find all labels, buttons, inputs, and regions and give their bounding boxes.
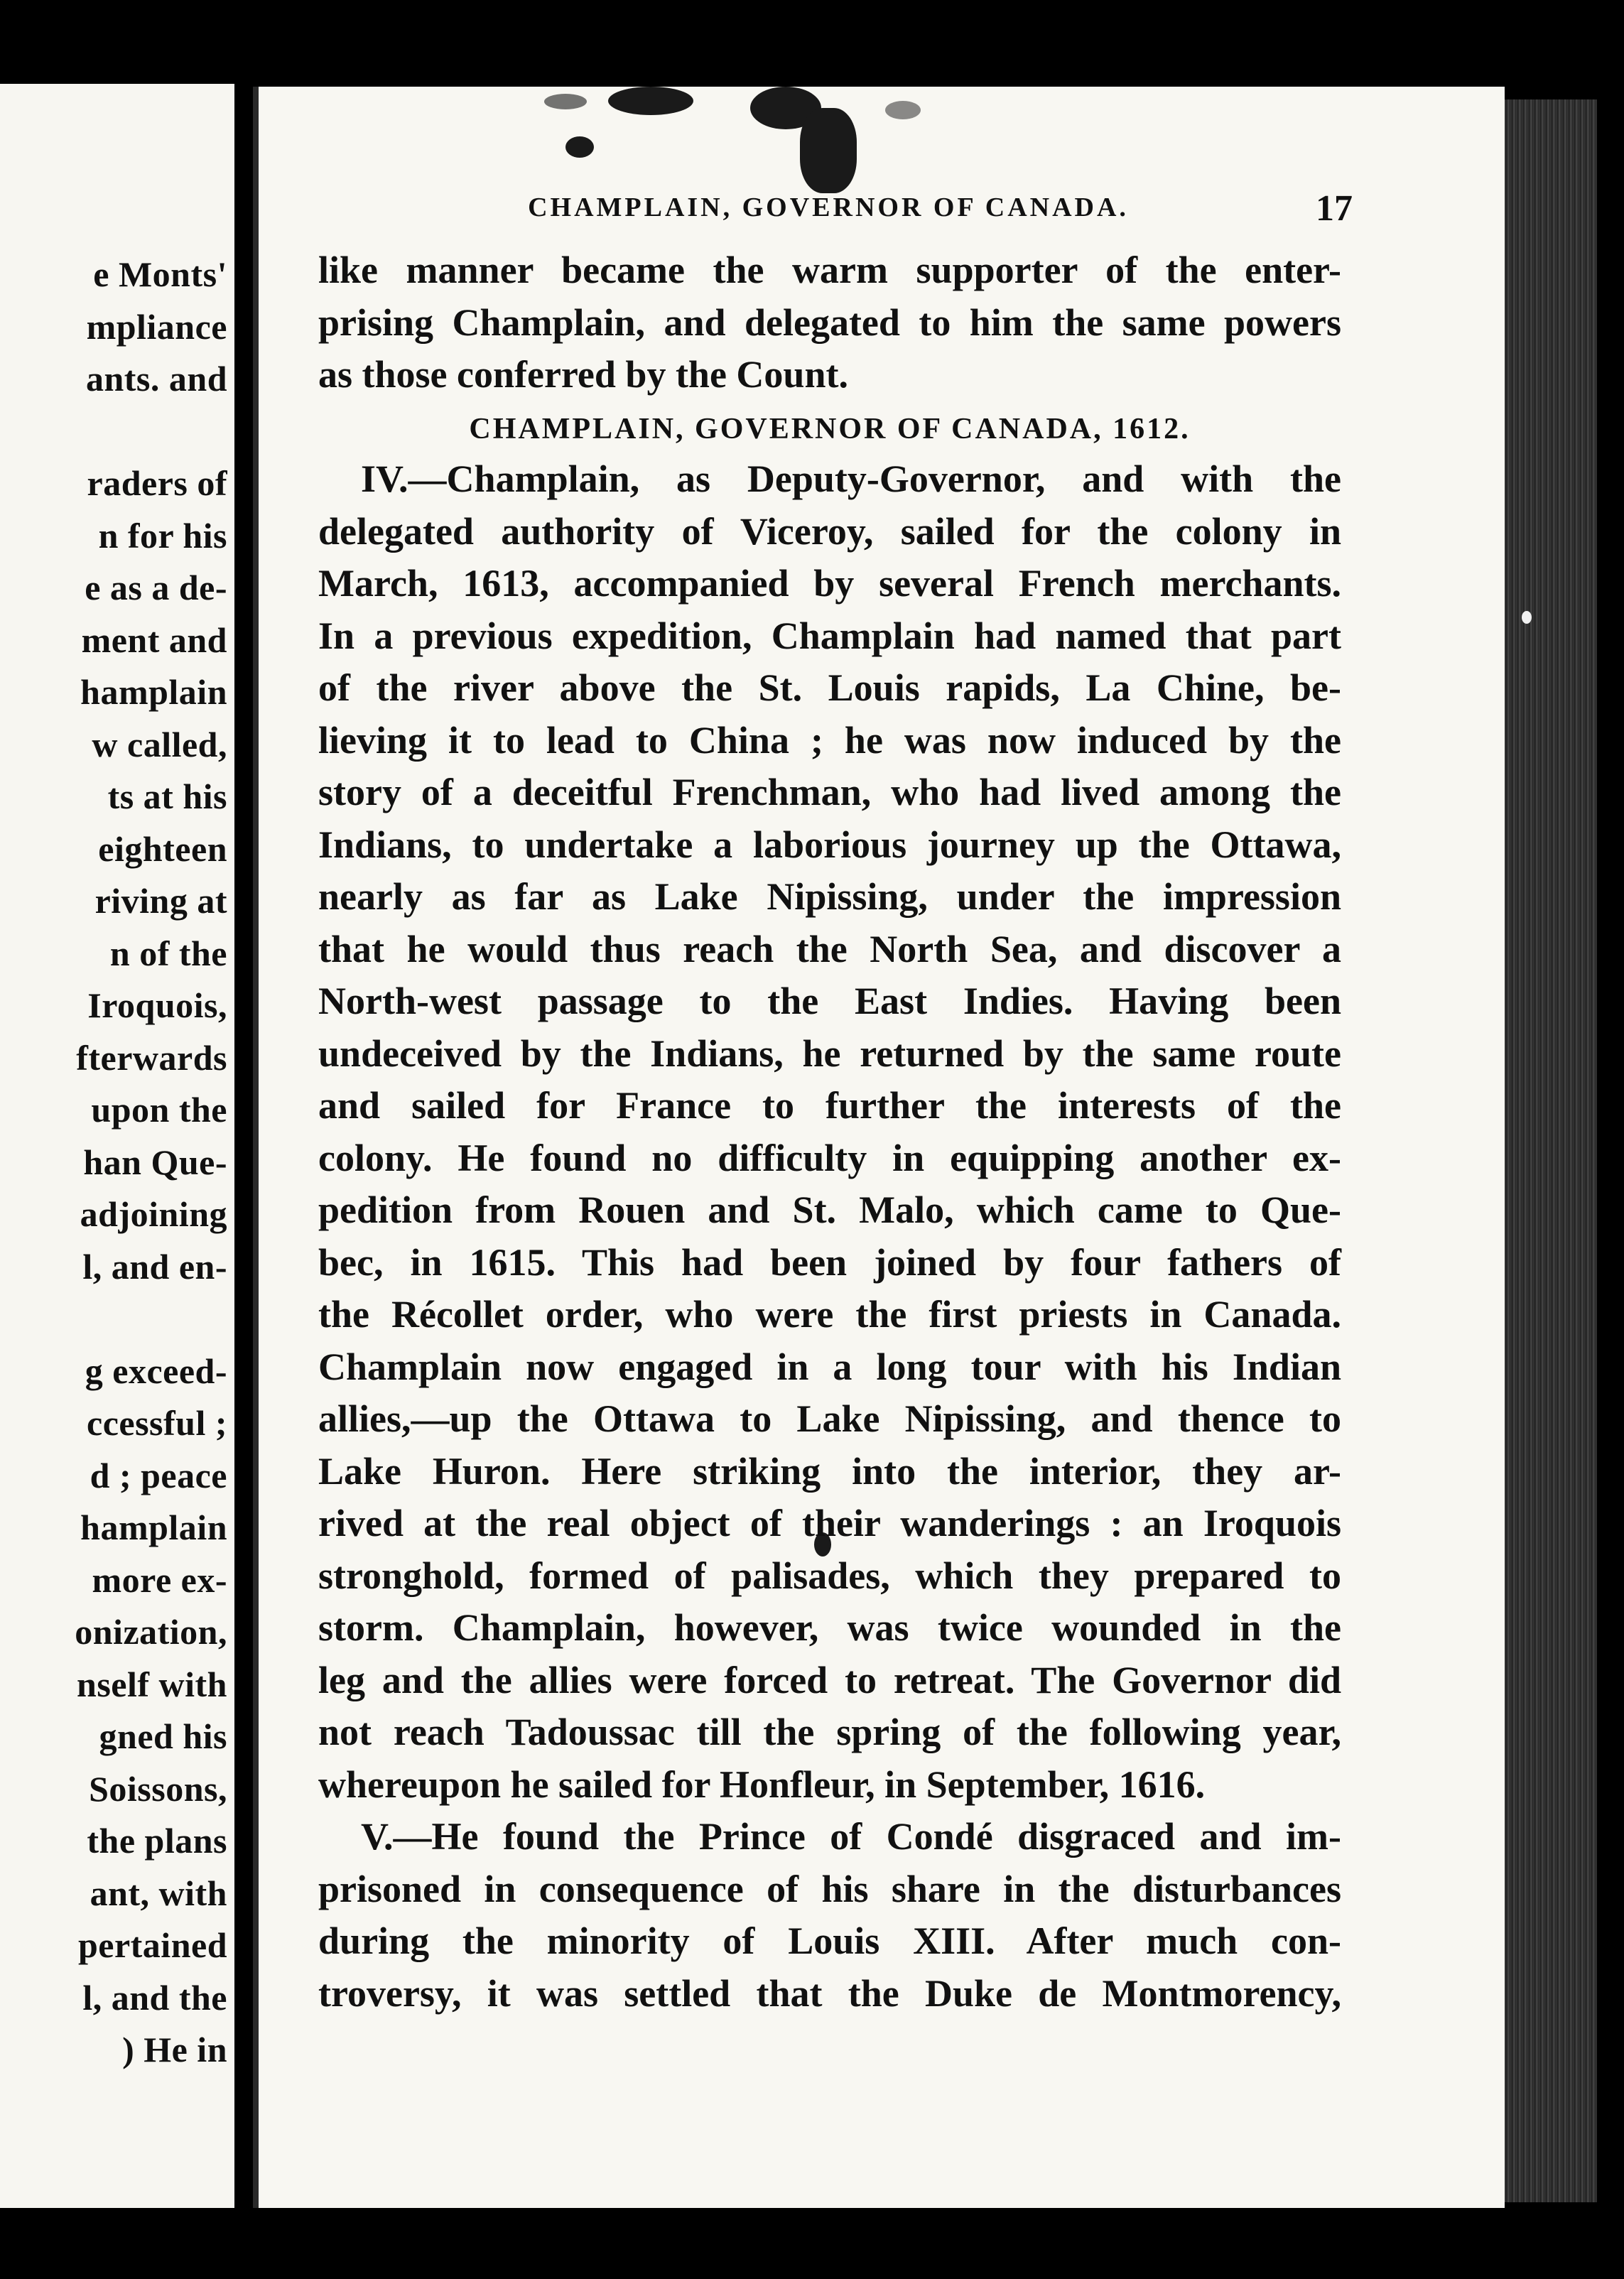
left-page-line: riving at <box>94 881 227 921</box>
left-page-line: ment and <box>81 619 227 660</box>
left-page-line: d ; peace <box>90 1455 227 1495</box>
left-page-line: the plans <box>87 1821 227 1861</box>
text-line: as those conferred by the Count. <box>318 353 848 396</box>
left-page-line: fterwards <box>76 1037 227 1078</box>
left-page-fragment <box>0 84 234 2208</box>
left-page-line: adjoining <box>80 1194 227 1234</box>
left-page-line: gned his <box>99 1716 227 1756</box>
left-page-line: onization, <box>75 1612 227 1652</box>
text-line: prisoned in consequence of his share in the disturbances <box>318 1867 1341 1910</box>
text-line: delegated authority of Viceroy, sailed for the colony in <box>318 509 1341 553</box>
text-line: prising Champlain, and delegated to him the same powers <box>318 301 1341 344</box>
text-line: of the river above the St. Louis rapids, La Chine, be- <box>318 666 1341 709</box>
text-line: leg and the allies were forced to retreat. The Governor did <box>318 1658 1341 1701</box>
text-line: like manner became the warm supporter of the enter- <box>318 249 1341 291</box>
left-page-line: more ex- <box>92 1559 227 1600</box>
text-line: V.—He found the Prince of Condé disgraced and im- <box>361 1815 1341 1858</box>
left-page-line: n for his <box>98 515 227 556</box>
text-line: IV.—Champlain, as Deputy-Governor, and with the <box>361 458 1341 500</box>
left-page-line: n of the <box>109 933 227 973</box>
left-page-line: eighteen <box>98 828 227 869</box>
text-line: undeceived by the Indians, he returned by the same route <box>318 1032 1341 1075</box>
left-page-line: nself with <box>77 1664 227 1704</box>
left-page-line <box>0 1293 227 1346</box>
text-line: bec, in 1615. This had been joined by four fathers of <box>318 1240 1341 1284</box>
text-line: not reach Tadoussac till the spring of the following year, <box>318 1711 1341 1753</box>
left-page-line: l, and the <box>82 1977 227 2018</box>
page-number: 17 <box>1316 188 1353 229</box>
left-page-line: Iroquois, <box>87 985 227 1025</box>
running-head: CHAMPLAIN, GOVERNOR OF CANADA. <box>528 193 1129 222</box>
text-line: whereupon he sailed for Honfleur, in September, 1616. <box>318 1763 1206 1806</box>
text-line: pedition from Rouen and St. Malo, which came to Que- <box>318 1189 1341 1231</box>
left-page-line: l, and en- <box>82 1246 227 1287</box>
ink-stain <box>608 87 693 115</box>
ink-stain <box>565 136 594 158</box>
section-heading: CHAMPLAIN, GOVERNOR OF CANADA, 1612. <box>469 412 1191 445</box>
text-line: Indians, to undertake a laborious journey up the Ottawa, <box>318 823 1341 866</box>
left-page-line: upon the <box>91 1090 227 1130</box>
ink-stain <box>885 101 921 119</box>
right-page <box>253 87 1505 2208</box>
text-line: stronghold, formed of palisades, which they prepared to <box>318 1554 1341 1597</box>
book-edge <box>1505 99 1597 2202</box>
left-page-line: ts at his <box>107 776 227 816</box>
text-line: In a previous expedition, Champlain had named that part <box>318 614 1341 657</box>
edge-mark <box>1522 611 1532 624</box>
text-line: during the minority of Louis XIII. After much con- <box>318 1920 1341 1962</box>
left-page-text <box>0 249 227 2077</box>
ink-stain <box>800 108 857 193</box>
body-text <box>318 244 1341 2020</box>
left-page-line: hamplain <box>80 672 227 712</box>
left-page-line: Soissons, <box>89 1768 227 1809</box>
left-page-line: ) He in <box>122 2030 227 2069</box>
text-line: Lake Huron. Here striking into the interior, they ar- <box>318 1449 1341 1493</box>
left-page-line: hamplain <box>80 1507 227 1547</box>
left-page-line: raders of <box>87 463 227 503</box>
left-page-line: ant, with <box>90 1873 227 1913</box>
left-page-line <box>0 406 227 458</box>
text-line: colony. He found no difficulty in equipping another ex- <box>318 1136 1341 1179</box>
text-line: Champlain now engaged in a long tour with his Indian <box>318 1345 1341 1388</box>
text-line: March, 1613, accompanied by several French merchants. <box>318 562 1341 605</box>
text-line: storm. Champlain, however, was twice wounded in the <box>318 1606 1341 1649</box>
left-page-line: pertained <box>77 1925 227 1965</box>
paragraph-v <box>318 1811 1341 2020</box>
left-page-line: e as a de- <box>85 568 227 607</box>
text-line: troversy, it was settled that the Duke de Montmorency, <box>318 1971 1341 2015</box>
paragraph-continued <box>318 244 1341 401</box>
page-gutter-edge <box>253 87 259 2208</box>
ink-stain <box>544 94 587 109</box>
left-page-line: mpliance <box>86 306 227 347</box>
left-page-line: g exceed- <box>85 1350 227 1391</box>
left-page-line: e Monts' <box>93 254 227 294</box>
text-line: story of a deceitful Frenchman, who had lived among the <box>318 771 1341 813</box>
text-line: North-west passage to the East Indies. Having been <box>318 980 1341 1022</box>
left-page-line: han Que- <box>83 1142 227 1182</box>
text-line: allies,—up the Ottawa to Lake Nipissing, and thence to <box>318 1397 1341 1440</box>
paragraph-iv <box>318 453 1341 1811</box>
left-page-line: w called, <box>92 724 227 764</box>
left-page-line: ants. and <box>85 359 227 399</box>
text-line: rived at the real object of their wanderings : an Iroquois <box>318 1502 1341 1544</box>
text-line: that he would thus reach the North Sea, and discover a <box>318 927 1341 970</box>
text-line: and sailed for France to further the interests of the <box>318 1084 1341 1127</box>
left-page-line: ccessful ; <box>87 1403 227 1443</box>
text-line: the Récollet order, who were the first priests in Canada. <box>318 1293 1341 1336</box>
text-line: nearly as far as Lake Nipissing, under the impression <box>318 875 1341 918</box>
text-line: lieving it to lead to China ; he was now induced by the <box>318 718 1341 762</box>
